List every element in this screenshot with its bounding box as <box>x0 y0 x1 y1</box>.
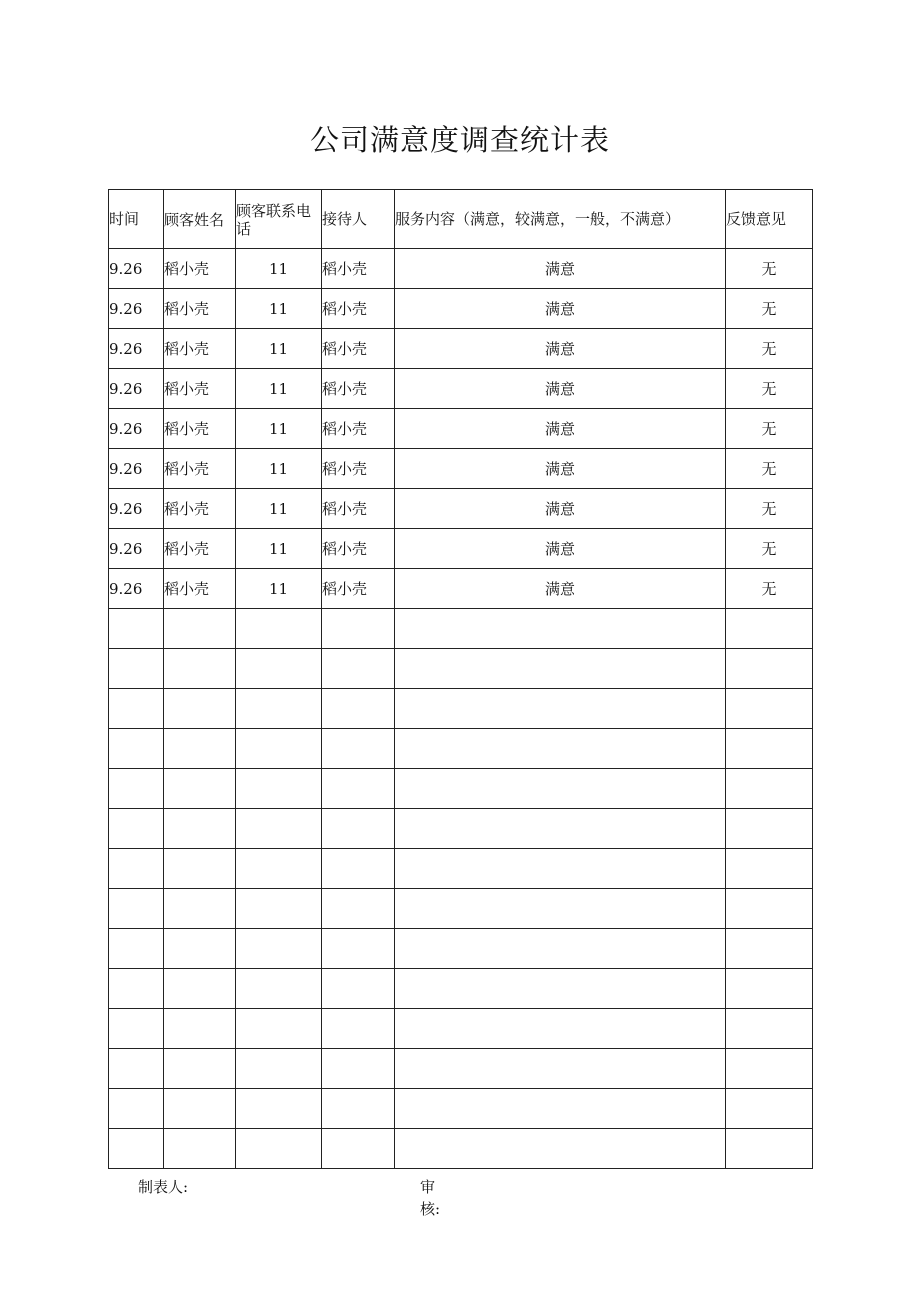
empty-table-row <box>109 929 813 969</box>
cell-feedback: 无 <box>726 449 813 489</box>
header-customer-phone: 顾客联系电话 <box>236 190 322 249</box>
cell-time: 9.26 <box>109 409 164 449</box>
empty-cell <box>322 769 395 809</box>
cell-service-content: 满意 <box>395 569 726 609</box>
cell-service-content: 满意 <box>395 289 726 329</box>
cell-customer-phone: 11 <box>236 249 322 289</box>
empty-cell <box>236 609 322 649</box>
empty-cell <box>395 729 726 769</box>
cell-time: 9.26 <box>109 369 164 409</box>
cell-feedback: 无 <box>726 489 813 529</box>
empty-cell <box>322 889 395 929</box>
empty-cell <box>109 1129 164 1169</box>
table-row <box>109 529 813 569</box>
empty-cell <box>395 1049 726 1089</box>
empty-cell <box>164 1089 236 1129</box>
cell-feedback: 无 <box>726 409 813 449</box>
empty-cell <box>164 809 236 849</box>
empty-cell <box>395 1129 726 1169</box>
table-row <box>109 449 813 489</box>
cell-customer-phone: 11 <box>236 329 322 369</box>
maker-label: 制表人: <box>138 1178 189 1196</box>
table-header-row <box>109 190 813 249</box>
cell-customer-name: 稻小壳 <box>164 369 236 409</box>
cell-receptionist: 稻小壳 <box>322 369 395 409</box>
cell-time: 9.26 <box>109 449 164 489</box>
cell-customer-name: 稻小壳 <box>164 289 236 329</box>
empty-cell <box>395 1089 726 1129</box>
empty-cell <box>322 929 395 969</box>
empty-cell <box>322 649 395 689</box>
empty-table-row <box>109 729 813 769</box>
empty-table-row <box>109 649 813 689</box>
empty-cell <box>109 1049 164 1089</box>
empty-cell <box>164 849 236 889</box>
cell-customer-phone: 11 <box>236 409 322 449</box>
cell-customer-name: 稻小壳 <box>164 569 236 609</box>
empty-cell <box>322 729 395 769</box>
empty-cell <box>109 889 164 929</box>
empty-cell <box>236 969 322 1009</box>
cell-customer-phone: 11 <box>236 369 322 409</box>
empty-cell <box>322 1129 395 1169</box>
cell-customer-phone: 11 <box>236 529 322 569</box>
cell-receptionist: 稻小壳 <box>322 449 395 489</box>
header-service-content: 服务内容（满意，较满意，一般，不满意） <box>395 190 726 249</box>
empty-cell <box>236 809 322 849</box>
empty-table-row <box>109 1049 813 1089</box>
cell-receptionist: 稻小壳 <box>322 329 395 369</box>
empty-cell <box>726 649 813 689</box>
empty-cell <box>109 769 164 809</box>
empty-cell <box>109 649 164 689</box>
cell-time: 9.26 <box>109 529 164 569</box>
empty-table-row <box>109 1009 813 1049</box>
empty-cell <box>109 729 164 769</box>
empty-cell <box>164 889 236 929</box>
empty-cell <box>726 809 813 849</box>
empty-cell <box>726 1049 813 1089</box>
table-row <box>109 329 813 369</box>
empty-cell <box>322 849 395 889</box>
table-row <box>109 289 813 329</box>
cell-time: 9.26 <box>109 329 164 369</box>
empty-cell <box>395 889 726 929</box>
cell-customer-name: 稻小壳 <box>164 529 236 569</box>
empty-cell <box>109 689 164 729</box>
table-row <box>109 409 813 449</box>
empty-cell <box>164 729 236 769</box>
cell-customer-phone: 11 <box>236 289 322 329</box>
empty-cell <box>109 849 164 889</box>
cell-feedback: 无 <box>726 569 813 609</box>
empty-cell <box>322 609 395 649</box>
cell-customer-name: 稻小壳 <box>164 409 236 449</box>
empty-cell <box>726 969 813 1009</box>
header-customer-name: 顾客姓名 <box>164 190 236 249</box>
empty-cell <box>236 1009 322 1049</box>
empty-cell <box>322 809 395 849</box>
header-time: 时间 <box>109 190 164 249</box>
empty-cell <box>164 769 236 809</box>
empty-cell <box>236 1089 322 1129</box>
empty-cell <box>164 649 236 689</box>
empty-cell <box>109 969 164 1009</box>
cell-receptionist: 稻小壳 <box>322 249 395 289</box>
satisfaction-survey-table <box>108 189 813 1169</box>
empty-cell <box>322 1009 395 1049</box>
empty-cell <box>395 609 726 649</box>
cell-receptionist: 稻小壳 <box>322 569 395 609</box>
empty-cell <box>236 729 322 769</box>
empty-table-row <box>109 689 813 729</box>
empty-cell <box>322 689 395 729</box>
cell-time: 9.26 <box>109 569 164 609</box>
empty-cell <box>395 689 726 729</box>
empty-cell <box>726 849 813 889</box>
cell-feedback: 无 <box>726 289 813 329</box>
empty-cell <box>109 1009 164 1049</box>
reviewer-label-line2: 核: <box>420 1200 441 1218</box>
empty-cell <box>395 769 726 809</box>
cell-customer-name: 稻小壳 <box>164 489 236 529</box>
reviewer-label <box>420 1176 440 1220</box>
empty-table-row <box>109 849 813 889</box>
table-row <box>109 369 813 409</box>
empty-table-row <box>109 969 813 1009</box>
cell-service-content: 满意 <box>395 369 726 409</box>
empty-cell <box>236 689 322 729</box>
empty-table-row <box>109 889 813 929</box>
empty-cell <box>236 849 322 889</box>
document-title: 公司满意度调查统计表 <box>309 123 610 157</box>
table-row <box>109 249 813 289</box>
header-feedback: 反馈意见 <box>726 190 813 249</box>
empty-cell <box>395 809 726 849</box>
empty-cell <box>322 969 395 1009</box>
empty-cell <box>109 1089 164 1129</box>
empty-cell <box>164 689 236 729</box>
cell-service-content: 满意 <box>395 529 726 569</box>
cell-customer-phone: 11 <box>236 449 322 489</box>
empty-cell <box>236 929 322 969</box>
empty-cell <box>726 1089 813 1129</box>
empty-cell <box>726 1129 813 1169</box>
cell-service-content: 满意 <box>395 489 726 529</box>
empty-table-row <box>109 769 813 809</box>
empty-cell <box>726 609 813 649</box>
empty-cell <box>164 1049 236 1089</box>
cell-service-content: 满意 <box>395 249 726 289</box>
empty-cell <box>726 729 813 769</box>
cell-receptionist: 稻小壳 <box>322 529 395 569</box>
empty-cell <box>236 649 322 689</box>
cell-receptionist: 稻小壳 <box>322 489 395 529</box>
empty-cell <box>236 1049 322 1089</box>
empty-cell <box>109 809 164 849</box>
empty-table-row <box>109 809 813 849</box>
cell-time: 9.26 <box>109 289 164 329</box>
empty-cell <box>322 1049 395 1089</box>
empty-cell <box>164 929 236 969</box>
empty-cell <box>109 929 164 969</box>
empty-cell <box>109 609 164 649</box>
empty-cell <box>164 1009 236 1049</box>
cell-feedback: 无 <box>726 249 813 289</box>
cell-customer-name: 稻小壳 <box>164 329 236 369</box>
cell-customer-phone: 11 <box>236 569 322 609</box>
empty-cell <box>395 1009 726 1049</box>
table-row <box>109 569 813 609</box>
empty-cell <box>395 649 726 689</box>
cell-customer-name: 稻小壳 <box>164 249 236 289</box>
empty-cell <box>236 889 322 929</box>
cell-receptionist: 稻小壳 <box>322 289 395 329</box>
empty-cell <box>726 769 813 809</box>
empty-cell <box>164 969 236 1009</box>
empty-table-row <box>109 1129 813 1169</box>
header-receptionist: 接待人 <box>322 190 395 249</box>
cell-feedback: 无 <box>726 529 813 569</box>
cell-service-content: 满意 <box>395 449 726 489</box>
cell-customer-phone: 11 <box>236 489 322 529</box>
cell-time: 9.26 <box>109 489 164 529</box>
empty-cell <box>322 1089 395 1129</box>
empty-cell <box>236 1129 322 1169</box>
cell-service-content: 满意 <box>395 329 726 369</box>
cell-service-content: 满意 <box>395 409 726 449</box>
reviewer-label-line1: 审 <box>420 1178 436 1196</box>
cell-feedback: 无 <box>726 329 813 369</box>
empty-cell <box>236 769 322 809</box>
empty-cell <box>726 1009 813 1049</box>
cell-receptionist: 稻小壳 <box>322 409 395 449</box>
table-row <box>109 489 813 529</box>
empty-table-row <box>109 1089 813 1129</box>
empty-cell <box>164 609 236 649</box>
empty-table-row <box>109 609 813 649</box>
empty-cell <box>395 969 726 1009</box>
empty-cell <box>395 849 726 889</box>
cell-customer-name: 稻小壳 <box>164 449 236 489</box>
cell-time: 9.26 <box>109 249 164 289</box>
empty-cell <box>395 929 726 969</box>
empty-cell <box>164 1129 236 1169</box>
table-body <box>109 249 813 1169</box>
empty-cell <box>726 689 813 729</box>
empty-cell <box>726 889 813 929</box>
cell-feedback: 无 <box>726 369 813 409</box>
empty-cell <box>726 929 813 969</box>
